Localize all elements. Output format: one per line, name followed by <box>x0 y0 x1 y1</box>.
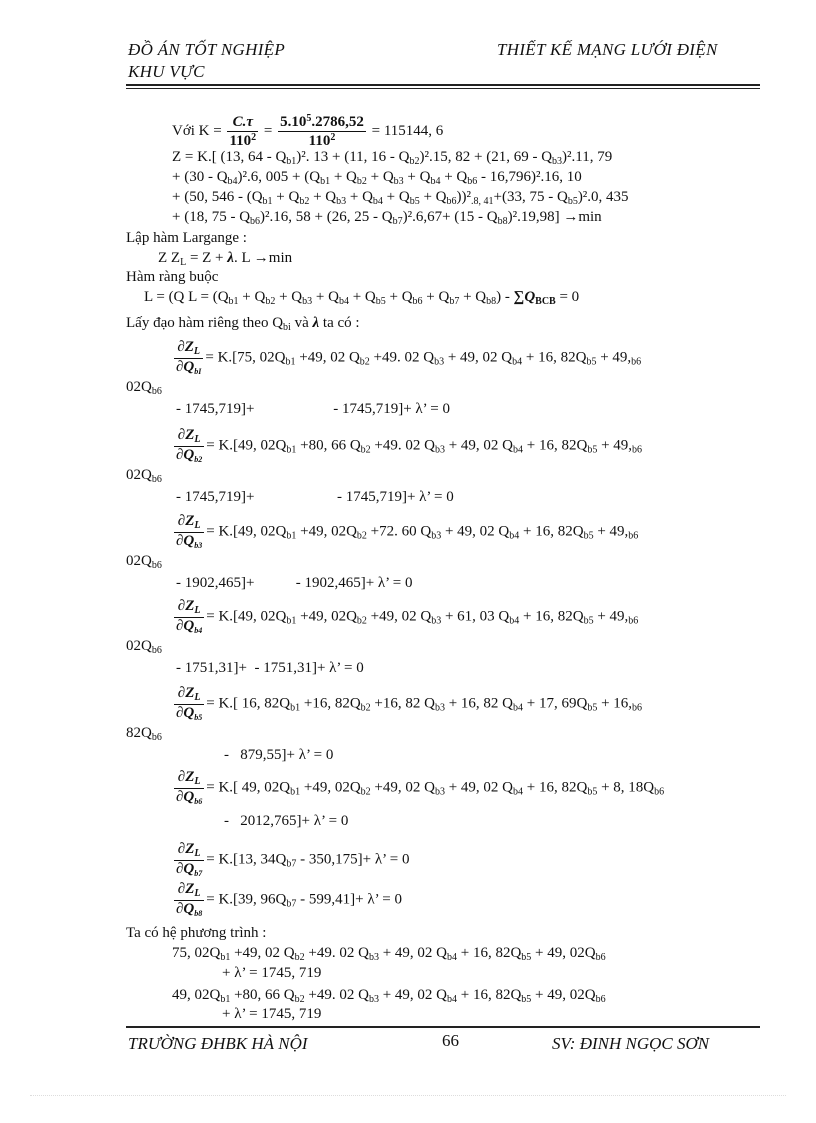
system-eq-2: 49, $02Q_{b1} +80$, 66 $Q_{b2} +49$. 02 $Q_{b3} + 49$, 02 $Q_{b4} + 16$, $82Q_{b5} + 49$, $02Q_{b6}$ <box>172 987 606 1005</box>
k-fraction-1: $\frac{C.\tau}{110^2}$ <box>229 113 257 149</box>
footer-left: TRƯỜNG ĐHBK HÀ NỘI <box>128 1034 308 1053</box>
header-left-2: KHU VỰC <box>128 62 205 81</box>
derivative-equation: $\frac{\partial Z_L}{\partial Q_{b6}}$ = K.[ 49, $02Q_{b1} +49$, $02Q_{b2} +49$, 02 $Q_{b3} + 49$, 02 $Q_{b4} + 16$, $82Q_{b5} + 8$, $18Q_{b6}$ <box>176 769 665 806</box>
constraint-equation: L = (Q $L = (Q_{b1} + Q_{b2} + Q_{b3} + Q_{b4} + Q_{b5} + Q_{b6} + Q_{b7} + Q_{b8}) - \sum Q_{BCB} = 0$ <box>144 289 580 307</box>
z-line-3: + (50, $546 - (Q_{b1} + Q_{b2} + Q_{b3} + Q_{b4} + Q_{b5} + Q_{b6}))^2_{.8, 41}+(33$, $75 - Q_{b5})^2.0$, 435 <box>172 189 629 207</box>
partial-derivative-fraction: $\frac{\partial Z_L}{\partial Q_{b8}}$ <box>176 881 203 918</box>
derivative-tail: - 1745,719]+ - 1745,719]+ λ’ = 0 <box>176 489 454 505</box>
derivative-wrap: $02Q_{b6}$ <box>126 379 162 397</box>
derivative-equation: $\frac{\partial Z_L}{\partial Q_{b2}}$ = K.[49, $02Q_{b1} +80$, 66 $Q_{b2} +49$. 02 $Q_{b3} + 49$, 02 $Q_{b4} + 16$, $82Q_{b5} + 49,_{b6}$ <box>176 427 643 464</box>
derivative-equation: $\frac{\partial Z_L}{\partial Q_{b4}}$ = K.[49, $02Q_{b1} +49$, $02Q_{b2} +49$, 02 $Q_{b3} + 61$, 03 $Q_{b4} + 16$, $82Q_{b5} + 49,_{b6}$ <box>176 598 639 635</box>
footer-rule <box>126 1026 760 1028</box>
derivative-equation: $\frac{\partial Z_L}{\partial Q_{bI}}$ = K.[75, $02Q_{b1} +49$, 02 $Q_{b2} +49$. 02 $Q_{b3} + 49$, 02 $Q_{b4} + 16$, $82Q_{b5} + 49,_{b6}$ <box>176 339 642 376</box>
partial-derivative-fraction: $\frac{\partial Z_L}{\partial Q_{b7}}$ <box>176 841 203 878</box>
page-bottom-dotted-rule <box>30 1095 786 1096</box>
page-number: 66 <box>442 1031 459 1050</box>
partial-derivative-fraction: $\frac{\partial Z_L}{\partial Q_{b4}}$ <box>176 598 203 635</box>
constraint-title: Hàm ràng buộc <box>126 269 219 285</box>
derivative-equation: $\frac{\partial Z_L}{\partial Q_{b3}}$ = K.[49, $02Q_{b1} +49$, $02Q_{b2} +72$. 60 $Q_{b3} + 49$, 02 $Q_{b4} + 16$, $82Q_{b5} + 49,_{b6}$ <box>176 513 639 550</box>
partial-derivative-fraction: $\frac{\partial Z_L}{\partial Q_{b5}}$ <box>176 685 203 722</box>
system-eq-1-tail: + λ’ = 1745, 719 <box>222 965 322 981</box>
lagrange-equation: Z $Z_L = Z + \lambda$. L →min <box>158 250 293 268</box>
derivative-wrap: $02Q_{b6}$ <box>126 553 162 571</box>
derivative-tail: - 1902,465]+ - 1902,465]+ λ’ = 0 <box>176 575 413 591</box>
derivative-equation: $\frac{\partial Z_L}{\partial Q_{b7}}$ = K.[13, $34Q_{b7} - 350,175]+ \lambda$’ = 0 <box>176 841 410 878</box>
header-left-1: ĐỒ ÁN TỐT NGHIỆP <box>128 40 286 59</box>
partial-derivative-fraction: $\frac{\partial Z_L}{\partial Q_{bI}}$ <box>176 339 202 376</box>
header-rule-thin <box>126 88 760 89</box>
z-line-2: + $(30 - Q_{b4})^2.6$, $005 + (Q_{b1} + Q_{b2} + Q_{b3} + Q_{b4} + Q_{b6} - 16,796)^2.16$, 10 <box>172 169 582 187</box>
derivative-equation: $\frac{\partial Z_L}{\partial Q_{b8}}$ = K.[39, $96Q_{b7} - 599,41]+ \lambda$’ = 0 <box>176 881 402 918</box>
partial-derivative-fraction: $\frac{\partial Z_L}{\partial Q_{b2}}$ <box>176 427 203 464</box>
derivative-tail: - 879,55]+ λ’ = 0 <box>224 747 334 763</box>
derivative-wrap: $02Q_{b6}$ <box>126 638 162 656</box>
derivative-equation: $\frac{\partial Z_L}{\partial Q_{b5}}$ = K.[ 16, $82Q_{b1} +16$, $82Q_{b2} +16$, 82 $Q_{b3} + 16$, 82 $Q_{b4} + 17$, $69Q_{b5} + 16,_{b6}$ <box>176 685 643 722</box>
system-eq-2-tail: + λ’ = 1745, 719 <box>222 1006 322 1022</box>
lagrange-title: Lập hàm Largange : <box>126 230 247 246</box>
derivative-title: Lấy đạo hàm riêng theo $Q_{bi}$ và λ ta có : <box>126 315 360 333</box>
k-definition: Với K = $\frac{C.\tau}{110^2}$ = $\frac{5.10^5.2786,52}{110^2}$ = 115144, 6 <box>172 113 444 149</box>
footer-right: SV: ĐINH NGỌC SƠN <box>552 1034 710 1053</box>
partial-derivative-fraction: $\frac{\partial Z_L}{\partial Q_{b3}}$ <box>176 513 203 550</box>
partial-derivative-fraction: $\frac{\partial Z_L}{\partial Q_{b6}}$ <box>176 769 203 806</box>
z-line-4: + (18, $75 - Q_{b6})^2.16$, 58 + (26, $25 - Q_{b7})^2.6,67+ (15 - Q_{b8})^2.19,98] \to\min$ <box>172 209 602 227</box>
system-eq-1: 75, $02Q_{b1} +49$, 02 $Q_{b2} +49$. 02 $Q_{b3} + 49$, 02 $Q_{b4} + 16$, $82Q_{b5} + 49$, $02Q_{b6}$ <box>172 945 606 963</box>
derivative-tail: - 1751,31]+ - 1751,31]+ λ’ = 0 <box>176 660 364 676</box>
k-fraction-2: $\frac{5.10^5.2786,52}{110^2}$ <box>280 113 364 149</box>
derivative-tail: - 1745,719]+ - 1745,719]+ λ’ = 0 <box>176 401 451 417</box>
derivative-tail: - 2012,765]+ λ’ = 0 <box>224 813 349 829</box>
z-line-1: Z = K.[ (13, $64 - Q_{b1})^2$. 13 + (11, $16 - Q_{b2})^2.15$, 82 + (21, $69 - Q_{b3})^2.11$, 79 <box>172 149 613 167</box>
header-rule-thick <box>126 84 760 86</box>
derivative-wrap: $02Q_{b6}$ <box>126 467 162 485</box>
header-right: THIẾT KẾ MẠNG LƯỚI ĐIỆN <box>497 40 718 59</box>
system-title: Ta có hệ phương trình : <box>126 925 267 941</box>
derivative-wrap: $82Q_{b6}$ <box>126 725 162 743</box>
